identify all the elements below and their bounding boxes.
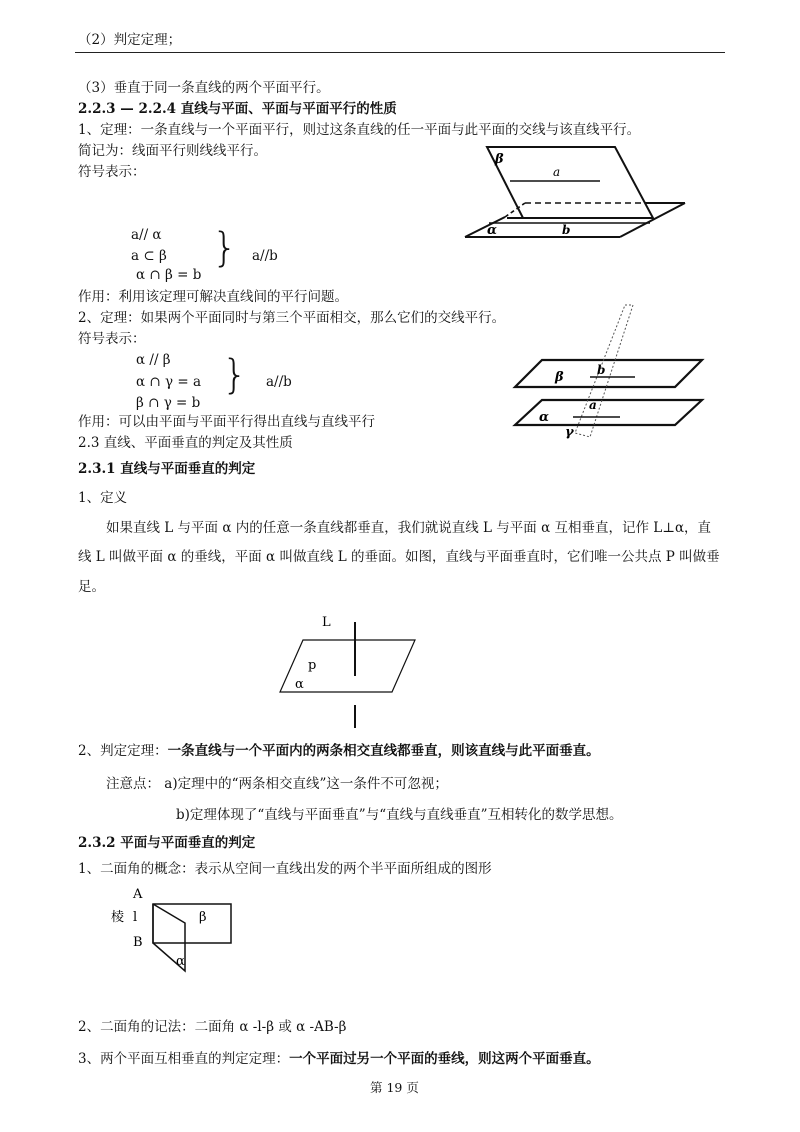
symbol-label-2: 符号表示： <box>78 331 146 347</box>
symbol-2-line-b: α ∩ γ = a <box>136 374 202 390</box>
symbol-1-line-c: α ∩ β = b <box>136 267 202 283</box>
fig2-b: b <box>597 363 606 377</box>
theorem-3-prefix: 3、两个平面互相垂直的判定定理： <box>78 1051 290 1067</box>
fig2-a: a <box>589 398 597 412</box>
section-heading-2-2-3: 2.2.3 — 2.2.4 直线与平面、平面与平面平行的性质 <box>78 101 397 117</box>
symbol-2-line-a: α // β <box>136 352 171 368</box>
theorem-criterion-bold: 一条直线与一个平面内的两条相交直线都垂直，则该直线与此平面垂直。 <box>167 743 600 759</box>
section-heading-2-3-2: 2.3.2 平面与平面垂直的判定 <box>78 835 256 851</box>
fig4-l: l <box>133 910 138 925</box>
figure-plane-parallel <box>465 145 690 245</box>
definition-title: 1、定义 <box>78 490 128 506</box>
symbol-2-line-c: β ∩ γ = b <box>136 395 201 411</box>
definition-paragraph-line-2: 线 L 叫做平面 α 的垂线，平面 α 叫做直线 L 的垂面。如图，直线与平面垂直时，它们唯一公共点 P 叫做垂 <box>78 549 720 565</box>
brace-1: } <box>212 225 238 271</box>
figure-line-perpendicular-plane <box>275 610 425 730</box>
fig2-beta: β <box>555 370 564 385</box>
note-b: b)定理体现了“直线与平面垂直”与“直线与直线垂直”互相转化的数学思想。 <box>176 807 623 823</box>
fig3-p: p <box>308 658 317 673</box>
fig4-beta: β <box>199 910 207 925</box>
note-a: 注意点： a)定理中的“两条相交直线”这一条件不可忽视； <box>106 776 448 792</box>
figure-dihedral-angle <box>105 883 245 983</box>
usage-2: 作用：可以由平面与平面平行得出直线与直线平行 <box>78 414 375 430</box>
fig1-a: a <box>553 165 561 179</box>
fig2-gamma: γ <box>565 425 574 440</box>
symbol-1-result: a//b <box>252 248 278 264</box>
fig4-edge: 棱 <box>111 910 125 925</box>
list-item-3: （3）垂直于同一条直线的两个平面平行。 <box>78 80 330 96</box>
fig2-alpha: α <box>539 410 550 425</box>
dihedral-notation: 2、二面角的记法：二面角 α -l-β 或 α -AB-β <box>78 1019 347 1035</box>
definition-paragraph-line-3: 足。 <box>78 579 105 595</box>
theorem-1-short: 简记为：线面平行则线线平行。 <box>78 143 267 159</box>
theorem-1: 1、定理：一条直线与一个平面平行，则过这条直线的任一平面与此平面的交线与该直线平行。 <box>78 122 641 138</box>
fig4-B: B <box>133 935 143 950</box>
symbol-1-line-a: a// α <box>131 227 162 243</box>
fig4-alpha: α <box>176 954 185 969</box>
theorem-criterion-prefix-text: 2、判定定理： <box>78 743 168 759</box>
header-rule <box>75 52 725 53</box>
section-2-3: 2.3 直线、平面垂直的判定及其性质 <box>78 435 293 451</box>
theorem-plane-perpendicular <box>78 1050 600 1068</box>
theorem-criterion-prefix <box>78 742 600 760</box>
list-item-2: （2）判定定理； <box>78 32 182 48</box>
fig4-A: A <box>133 887 143 902</box>
section-heading-2-3-1: 2.3.1 直线与平面垂直的判定 <box>78 461 256 477</box>
symbol-2-result: a//b <box>266 374 292 390</box>
symbol-label-1: 符号表示： <box>78 164 146 180</box>
fig3-L: L <box>322 615 331 630</box>
symbol-1-line-b: a ⊂ β <box>131 248 167 264</box>
figure-three-planes <box>515 305 715 440</box>
theorem-3-bold: 一个平面过另一个平面的垂线，则这两个平面垂直。 <box>289 1051 600 1067</box>
fig1-alpha: α <box>487 223 498 238</box>
fig3-alpha: α <box>295 677 304 692</box>
fig1-beta: β <box>495 152 504 167</box>
page-number: 第 19 页 <box>370 1080 419 1095</box>
brace-2: } <box>222 352 248 398</box>
fig1-b: b <box>562 223 571 237</box>
dihedral-concept: 1、二面角的概念：表示从空间一直线出发的两个半平面所组成的图形 <box>78 861 492 877</box>
usage-1: 作用：利用该定理可解决直线间的平行问题。 <box>78 289 348 305</box>
definition-paragraph-line-1: 如果直线 L 与平面 α 内的任意一条直线都垂直，我们就说直线 L 与平面 α 互相垂直，记作 L⊥α，直 <box>106 520 712 536</box>
theorem-2: 2、定理：如果两个平面同时与第三个平面相交，那么它们的交线平行。 <box>78 310 506 326</box>
